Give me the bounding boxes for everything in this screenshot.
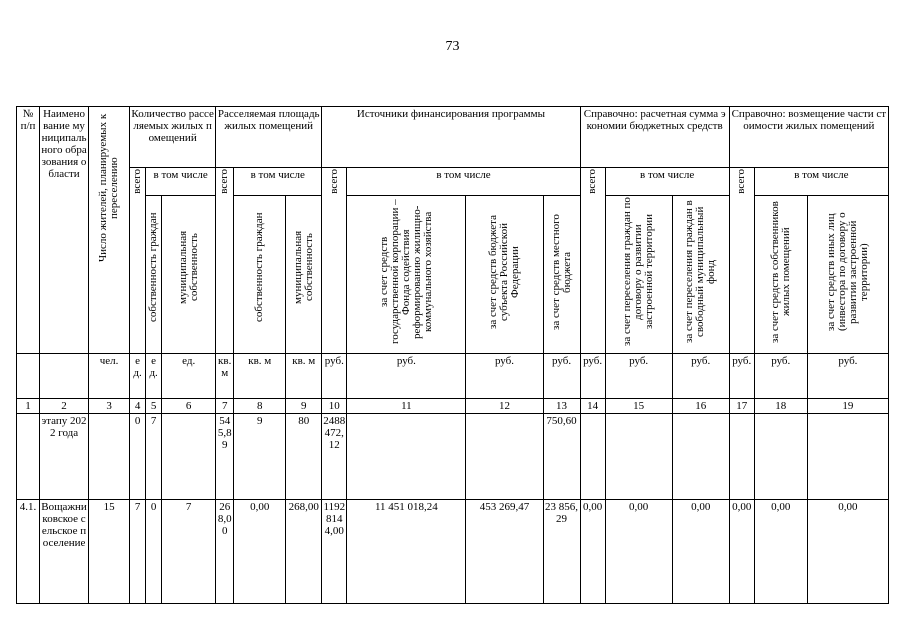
column-number: 14 [580, 399, 605, 414]
cell-rooms-municipal [162, 414, 216, 500]
header-rooms-municipal: муниципальная собственность [162, 196, 216, 354]
header-no: № п/п [17, 107, 40, 354]
header-row-1 [17, 107, 889, 168]
column-number: 15 [605, 399, 672, 414]
header-row-2 [17, 168, 889, 196]
cell-resettle-contract: 0,00 [605, 500, 672, 604]
cell-area-municipal: 80 [286, 414, 322, 500]
column-number: 8 [234, 399, 286, 414]
header-residents: Число жителей, планируемых к переселению [89, 107, 130, 354]
cell-fund-subject: 453 269,47 [466, 500, 543, 604]
column-number: 13 [543, 399, 580, 414]
header-rooms-total: всего [130, 168, 146, 354]
header-sources: Источники финансирования программы [322, 107, 580, 168]
cell-fund-local: 23 856,29 [543, 500, 580, 604]
column-number: 10 [322, 399, 347, 414]
cell-owners-funds [754, 414, 807, 500]
header-row-3 [17, 196, 889, 354]
column-number: 3 [89, 399, 130, 414]
unit-cell: руб. [347, 354, 466, 399]
unit-cell: кв.м [216, 354, 234, 399]
cell-rooms-municipal: 7 [162, 500, 216, 604]
cell-name: этапу 2022 года [40, 414, 89, 500]
cell-rooms-total: 7 [130, 500, 146, 604]
cell-fund-subject [466, 414, 543, 500]
cell-area-own: 9 [234, 414, 286, 500]
program-table [16, 106, 889, 604]
header-area-total: всего [216, 168, 234, 354]
cell-fund-corp [347, 414, 466, 500]
unit-cell: руб. [605, 354, 672, 399]
table-row [17, 500, 889, 604]
unit-cell: руб. [754, 354, 807, 399]
cell-savings-total: 0,00 [580, 500, 605, 604]
header-fund-corp: за счет средств государственной корпорации – Фонда содействия реформированию жилищно-коммунального хозяйства [347, 196, 466, 354]
column-number: 5 [146, 399, 162, 414]
header-compensation: Справочно: возмещение части стоимости жилых помещений [729, 107, 888, 168]
column-number: 9 [286, 399, 322, 414]
header-area-own: собственность граждан [234, 196, 286, 354]
cell-no [17, 414, 40, 500]
header-rooms: Количество расселяемых жилых помещений [130, 107, 216, 168]
cell-other-funds: 0,00 [807, 500, 888, 604]
page-number: 73 [445, 39, 460, 54]
table-row [17, 414, 889, 500]
header-rooms-own: собственность граждан [146, 196, 162, 354]
cell-savings-total [580, 414, 605, 500]
header-owners-funds: за счет средств собственников жилых помещений [754, 196, 807, 354]
header-name: Наименование муниципального образования области [40, 107, 89, 354]
unit-cell: чел. [89, 354, 130, 399]
header-resettle-contract: за счет переселения граждан по договору о развитии застроенной территории [605, 196, 672, 354]
unit-cell: кв. м [286, 354, 322, 399]
header-area-in-total: в том числе [234, 168, 322, 196]
column-number: 19 [807, 399, 888, 414]
header-comp-total: всего [729, 168, 754, 354]
column-number: 12 [466, 399, 543, 414]
cell-rooms-own: 7 [146, 414, 162, 500]
cell-fund-corp: 11 451 018,24 [347, 500, 466, 604]
cell-area-municipal: 268,00 [286, 500, 322, 604]
header-sources-total: всего [322, 168, 347, 354]
cell-name: Вощажниковское сельское поселение [40, 500, 89, 604]
column-number: 17 [729, 399, 754, 414]
header-rooms-in-total: в том числе [146, 168, 216, 196]
column-number: 11 [347, 399, 466, 414]
header-area: Расселяемая площадь жилых помещений [216, 107, 322, 168]
column-number: 16 [672, 399, 729, 414]
header-area-municipal: муниципальная собственность [286, 196, 322, 354]
cell-area-own: 0,00 [234, 500, 286, 604]
column-number: 2 [40, 399, 89, 414]
unit-cell: ед. [146, 354, 162, 399]
column-number: 6 [162, 399, 216, 414]
column-number: 18 [754, 399, 807, 414]
unit-cell: руб. [807, 354, 888, 399]
column-numbers-row [17, 399, 889, 414]
header-fund-local: за счет средств местного бюджета [543, 196, 580, 354]
header-sources-in-total: в том числе [347, 168, 580, 196]
column-number: 1 [17, 399, 40, 414]
cell-resettle-free: 0,00 [672, 500, 729, 604]
unit-cell: руб. [466, 354, 543, 399]
unit-cell: руб. [322, 354, 347, 399]
unit-cell: кв. м [234, 354, 286, 399]
unit-cell: ед. [162, 354, 216, 399]
cell-area-total: 545,89 [216, 414, 234, 500]
unit-cell: ед. [130, 354, 146, 399]
cell-sources-total: 11928144,00 [322, 500, 347, 604]
header-comp-in-total: в том числе [754, 168, 888, 196]
cell-residents [89, 414, 130, 500]
cell-resettle-contract [605, 414, 672, 500]
cell-rooms-own: 0 [146, 500, 162, 604]
column-number: 4 [130, 399, 146, 414]
cell-other-funds [807, 414, 888, 500]
header-other-funds: за счет средств иных лиц (инвестора по договору о развитии застроенной территории) [807, 196, 888, 354]
header-fund-subject: за счет средств бюджета субъекта Российской Федерации [466, 196, 543, 354]
cell-comp-total [729, 414, 754, 500]
cell-comp-total: 0,00 [729, 500, 754, 604]
cell-residents: 15 [89, 500, 130, 604]
units-row [17, 354, 889, 399]
header-savings: Справочно: расчетная сумма экономии бюджетных средств [580, 107, 729, 168]
header-savings-total: всего [580, 168, 605, 354]
unit-cell: руб. [729, 354, 754, 399]
cell-area-total: 268,00 [216, 500, 234, 604]
column-number: 7 [216, 399, 234, 414]
cell-resettle-free [672, 414, 729, 500]
cell-no: 4.1. [17, 500, 40, 604]
cell-owners-funds: 0,00 [754, 500, 807, 604]
unit-cell: руб. [672, 354, 729, 399]
header-resettle-free: за счет переселения граждан в свободный муниципальный фонд [672, 196, 729, 354]
cell-rooms-total: 0 [130, 414, 146, 500]
unit-cell: руб. [543, 354, 580, 399]
unit-cell: руб. [580, 354, 605, 399]
cell-fund-local: 750,60 [543, 414, 580, 500]
cell-sources-total: 2488472,12 [322, 414, 347, 500]
header-savings-in-total: в том числе [605, 168, 729, 196]
